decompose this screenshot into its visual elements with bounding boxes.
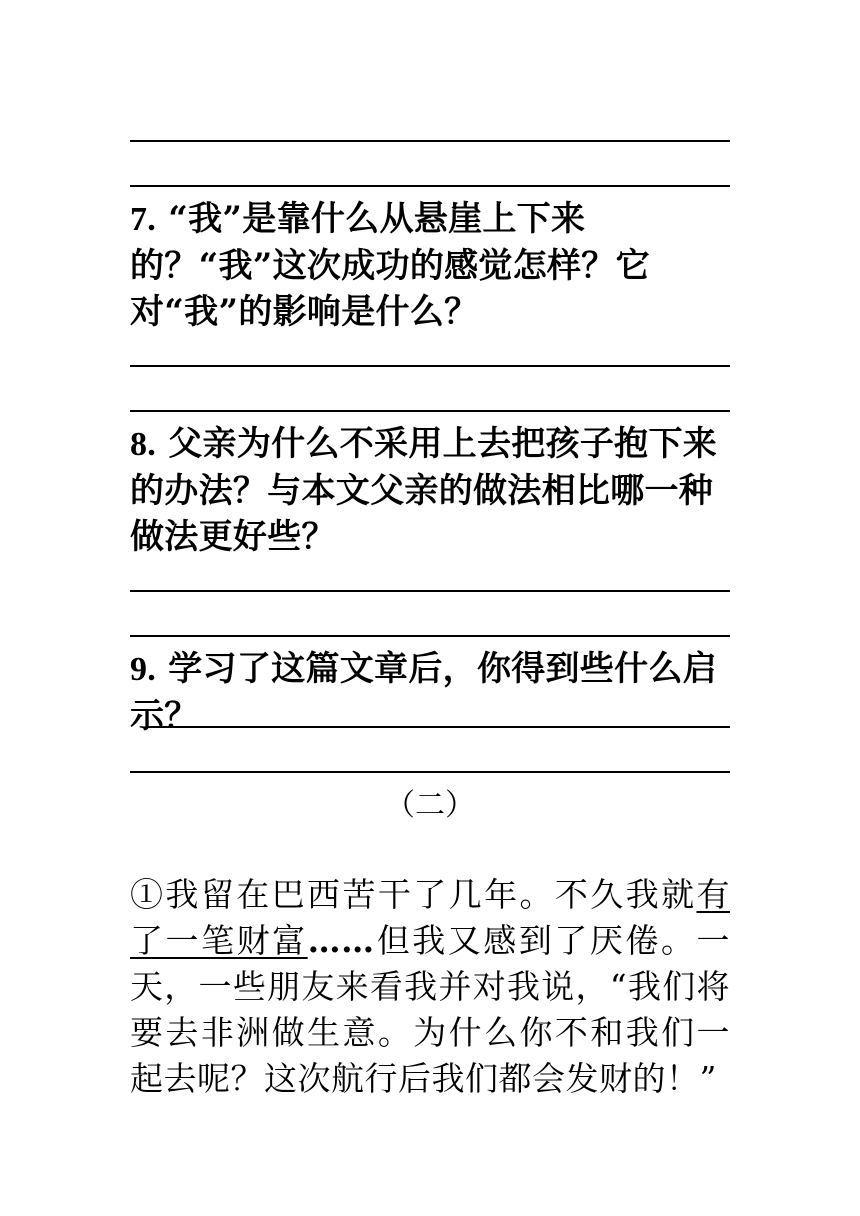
question-number: 8. <box>130 426 157 463</box>
answer-line <box>130 185 730 187</box>
question-text: “我”是靠什么从悬崖上下来的？“我”这次成功的感觉怎样？它对“我”的影响是什么？ <box>130 199 650 332</box>
ellipsis: …… <box>307 921 375 960</box>
answer-line <box>130 365 730 367</box>
passage-paragraph <box>130 872 730 1102</box>
question-7 <box>130 196 730 335</box>
question-text: 学习了这篇文章后，你得到些什么启示？ <box>130 649 718 736</box>
passage-text: 但我又感到了厌倦。一天，一些朋友来看我并对我说，“我们将要去非洲做生意。为什么你不和我们一起去呢？这次航行后我们都会发财的！” <box>130 921 731 1098</box>
question-number: 7. <box>130 201 157 238</box>
answer-line <box>130 635 730 637</box>
section-title: （二） <box>385 788 475 823</box>
answer-line <box>130 410 730 412</box>
question-text: 父亲为什么不采用上去把孩子抱下来的办法？与本文父亲的做法相比哪一种做法更好些？ <box>130 424 718 557</box>
answer-line <box>148 726 730 728</box>
underlined-phrase: 有了一笔财富 <box>130 875 730 960</box>
question-8 <box>130 421 730 560</box>
passage-text: ①我留在巴西苦干了几年。不久我就 <box>130 875 697 914</box>
answer-line <box>130 771 730 773</box>
answer-line <box>130 140 730 142</box>
question-number: 9. <box>130 651 157 688</box>
answer-line <box>130 590 730 592</box>
